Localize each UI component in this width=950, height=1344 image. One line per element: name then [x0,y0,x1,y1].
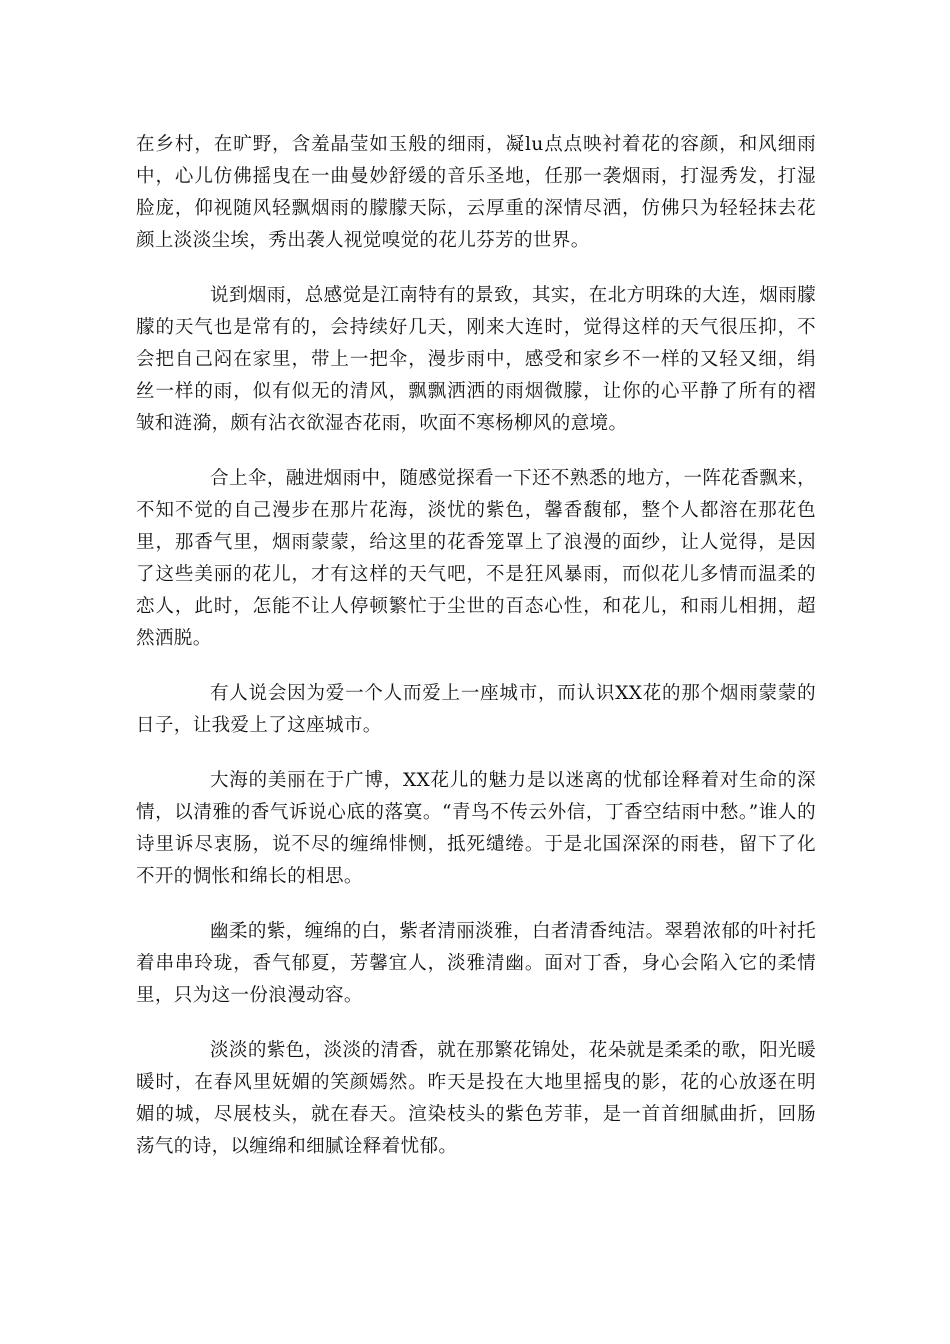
paragraph-4: 有人说会因为爱一个人而爱上一座城市，而认识XX花的那个烟雨蒙蒙的日子，让我爱上了这座城市。 [136,683,816,736]
paragraph-1: 在乡村，在旷野，含羞晶莹如玉般的细雨，凝lu点点映衬着花的容颜，和风细雨中，心儿仿佛摇曳在一曲曼妙舒缓的音乐圣地，任那一袭烟雨，打湿秀发，打湿脸庞，仰视随风轻飘烟雨的朦朦天际，云厚重的深情尽洒，仿佛只为轻轻抹去花颜上淡淡尘埃，秀出袭人视觉嗅觉的花儿芬芳的世界。 [136,134,816,251]
paragraph-3: 合上伞，融进烟雨中，随感觉探看一下还不熟悉的地方，一阵花香飘来，不知不觉的自己漫步在那片花海，淡忧的紫色，馨香馥郁，整个人都溶在那花色里，那香气里，烟雨蒙蒙，给这里的花香笼罩上了浪漫的面纱，让人觉得，是因了这些美丽的花儿，才有这样的天气吧，不是狂风暴雨，而似花儿多情而温柔的恋人，此时，怎能不让人停顿繁忙于尘世的百态心性，和花儿，和雨儿相拥，超然洒脱。 [136,468,816,649]
article-body [136,129,816,1186]
paragraph-7: 淡淡的紫色，淡淡的清香，就在那繁花锦处，花朵就是柔柔的歌，阳光暖暖时，在春风里妩媚的笑颜嫣然。昨天是投在大地里摇曳的影，花的心放逐在明媚的城，尽展枝头，就在春天。渲染枝头的紫色芳菲，是一首首细腻曲折，回肠荡气的诗，以缠绵和细腻诠释着忧郁。 [136,1040,816,1157]
paragraph-2: 说到烟雨，总感觉是江南特有的景致，其实，在北方明珠的大连，烟雨朦朦的天气也是常有的，会持续好几天，刚来大连时，觉得这样的天气很压抑，不会把自己闷在家里，带上一把伞，漫步雨中，感受和家乡不一样的又轻又细，绢丝一样的雨，似有似无的清风，飘飘洒洒的雨烟微朦，让你的心平静了所有的褶皱和涟漪，颇有沾衣欲湿杏花雨，吹面不寒杨柳风的意境。 [136,285,816,434]
paragraph-6: 幽柔的紫，缠绵的白，紫者清丽淡雅，白者清香纯洁。翠碧浓郁的叶衬托着串串玲珑，香气郁夏，芳馨宜人，淡雅清幽。面对丁香，身心会陷入它的柔情里，只为这一份浪漫动容。 [136,921,816,1006]
paragraph-5: 大海的美丽在于广博，XX花儿的魅力是以迷离的忧郁诠释着对生命的深情，以清雅的香气诉说心底的落寞。“青鸟不传云外信，丁香空结雨中愁。”谁人的诗里诉尽衷肠，说不尽的缠绵悱恻，抵死缱绻。于是北国深深的雨巷，留下了化不开的惆怅和绵长的相思。 [136,770,816,887]
